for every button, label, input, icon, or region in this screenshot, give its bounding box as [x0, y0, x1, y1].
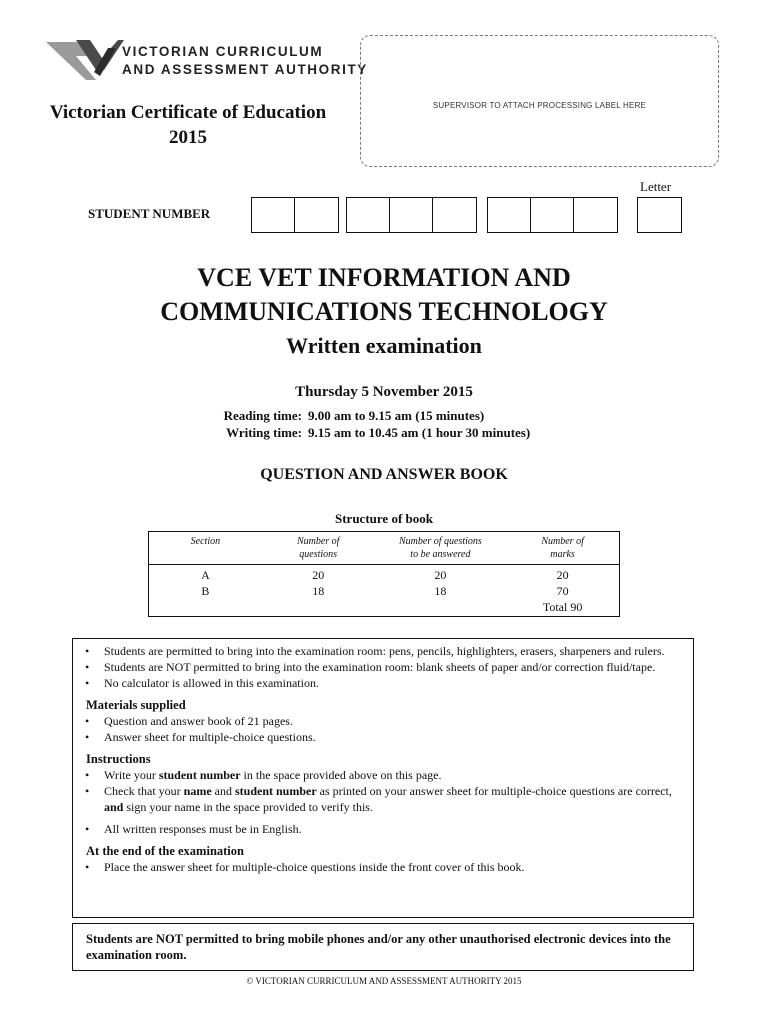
- reading-time-label: Reading time:: [223, 408, 302, 423]
- exam-times: [210, 407, 530, 441]
- letter-box[interactable]: [638, 198, 681, 232]
- org-line-1: VICTORIAN CURRICULUM: [122, 44, 324, 59]
- org-line-2: AND ASSESSMENT AUTHORITY: [122, 62, 368, 77]
- table-cell: 18: [312, 584, 325, 598]
- org-name: [122, 43, 368, 79]
- processing-label-box: [360, 35, 719, 167]
- student-number-box[interactable]: [433, 198, 476, 232]
- end-heading: At the end of the examination: [86, 844, 244, 858]
- material-item: • Question and answer book of 21 pages.: [73, 713, 693, 729]
- table-cell: A: [201, 568, 210, 582]
- table-cell: 20: [556, 568, 569, 582]
- student-number-box[interactable]: [347, 198, 390, 232]
- column-header: Number of marks: [506, 532, 619, 565]
- writing-time-value: 9.15 am to 10.45 am (1 hour 30 minutes): [308, 425, 531, 440]
- column-header: Number of questions to be answered: [375, 532, 507, 565]
- table-cell: 18: [434, 584, 447, 598]
- instruction-item: • All written responses must be in English.: [73, 821, 693, 837]
- total-cell: Total 90: [542, 600, 583, 614]
- warning-text: Students are NOT permitted to bring mobile phones and/or any other unauthorised electronic devices into the examination room.: [86, 932, 671, 962]
- copyright-footer: © VICTORIAN CURRICULUM AND ASSESSMENT AUTHORITY 2015: [246, 976, 522, 986]
- certificate-name: Victorian Certificate of Education: [49, 102, 327, 123]
- table-cell: B: [201, 584, 210, 598]
- exam-subtitle: Written examination: [286, 333, 482, 358]
- reading-time-value: 9.00 am to 9.15 am (15 minutes): [308, 408, 485, 423]
- student-number-group-3: [487, 197, 618, 233]
- writing-time-label: Writing time:: [226, 425, 302, 440]
- letter-label: Letter: [640, 179, 672, 194]
- column-header: Number of questions: [262, 532, 375, 565]
- instruction-item: • Write your student number in the space provided above on this page.: [73, 767, 693, 783]
- rule-item: • No calculator is allowed in this examination.: [73, 675, 693, 691]
- rules-box: [72, 638, 694, 918]
- letter-box-group: [637, 197, 682, 233]
- exam-title-line-2: COMMUNICATIONS TECHNOLOGY: [160, 297, 608, 326]
- rule-item: • Students are permitted to bring into the examination room: pens, pencils, highlighters, erasers, sharpeners and rulers.: [73, 643, 693, 659]
- structure-table: [148, 531, 620, 617]
- material-item: • Answer sheet for multiple-choice questions.: [73, 729, 693, 745]
- table-cell: 70: [556, 584, 569, 598]
- student-number-box[interactable]: [390, 198, 433, 232]
- warning-box: [72, 923, 694, 971]
- exam-title: [0, 261, 768, 329]
- structure-caption: Structure of book: [335, 511, 433, 526]
- student-number-group-1: [251, 197, 339, 233]
- processing-label-text: SUPERVISOR TO ATTACH PROCESSING LABEL HERE: [432, 101, 647, 110]
- table-cell: 20: [312, 568, 325, 582]
- certificate-heading: [40, 100, 336, 150]
- student-number-box[interactable]: [574, 198, 617, 232]
- student-number-label: STUDENT NUMBER: [88, 206, 211, 221]
- student-number-box[interactable]: [252, 198, 295, 232]
- materials-heading: Materials supplied: [86, 698, 186, 712]
- certificate-year: 2015: [169, 127, 207, 148]
- student-number-box[interactable]: [295, 198, 338, 232]
- student-number-box[interactable]: [488, 198, 531, 232]
- exam-title-line-1: VCE VET INFORMATION AND: [197, 263, 571, 292]
- table-cell: 20: [434, 568, 447, 582]
- student-number-group-2: [346, 197, 477, 233]
- student-number-box[interactable]: [531, 198, 574, 232]
- book-title: QUESTION AND ANSWER BOOK: [260, 466, 508, 483]
- rule-item: • Students are NOT permitted to bring into the examination room: blank sheets of paper and/or correction fluid/tape.: [73, 659, 693, 675]
- instruction-item: • Check that your name and student number as printed on your answer sheet for multiple-choice questions are correct, and sign your name in the space provided to verify this.: [73, 783, 693, 815]
- vcaa-logo: [46, 38, 126, 80]
- instructions-heading: Instructions: [86, 752, 151, 766]
- column-header: Section: [149, 532, 262, 565]
- exam-date: Thursday 5 November 2015: [295, 384, 473, 400]
- end-item: • Place the answer sheet for multiple-choice questions inside the front cover of this book.: [73, 859, 693, 875]
